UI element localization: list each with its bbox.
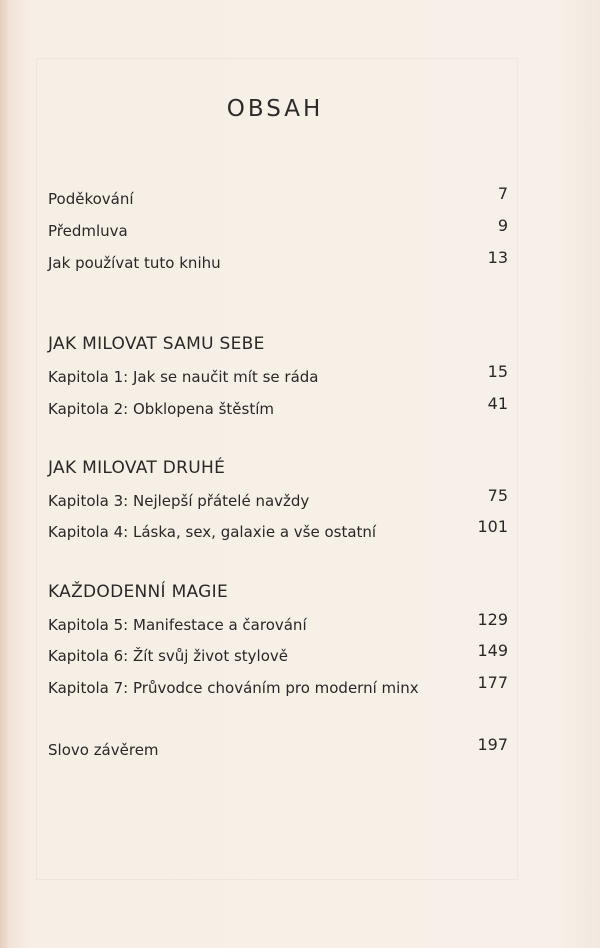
toc-entry-slovo-zaverem bbox=[48, 735, 508, 765]
entry-page-number: 7 bbox=[497, 184, 508, 203]
entry-page-number: 9 bbox=[497, 216, 508, 235]
entry-page-number: 41 bbox=[487, 394, 508, 413]
entry-page-number: 13 bbox=[487, 248, 508, 267]
toc-entry-kapitola-3 bbox=[48, 486, 508, 516]
section-heading-jak-milovat-samu-sebe: JAK MILOVAT SAMU SEBE bbox=[48, 334, 265, 354]
entry-label: Kapitola 2: Obklopena štěstím bbox=[48, 400, 274, 418]
section-heading-kazdodenni-magie: KAŽDODENNÍ MAGIE bbox=[48, 582, 229, 602]
entry-page-number: 197 bbox=[477, 735, 508, 754]
entry-label: Předmluva bbox=[48, 222, 128, 240]
toc-entry-jak-pouzivat bbox=[48, 248, 508, 278]
entry-label: Kapitola 6: Žít svůj život stylově bbox=[48, 647, 288, 665]
entry-label: Kapitola 3: Nejlepší přátelé navždy bbox=[48, 492, 310, 510]
entry-label: Kapitola 1: Jak se naučit mít se ráda bbox=[48, 368, 319, 386]
entry-label: Slovo závěrem bbox=[48, 741, 159, 759]
entry-page-number: 15 bbox=[487, 362, 508, 381]
toc-entry-predmluva bbox=[48, 216, 508, 246]
toc-entry-kapitola-2 bbox=[48, 394, 508, 424]
entry-page-number: 75 bbox=[487, 486, 508, 505]
toc-entry-kapitola-4 bbox=[48, 517, 508, 547]
toc-entry-kapitola-7 bbox=[48, 673, 508, 703]
entry-page-number: 177 bbox=[477, 673, 508, 692]
toc-entry-kapitola-6 bbox=[48, 641, 508, 671]
entry-label: Kapitola 4: Láska, sex, galaxie a vše ostatní bbox=[48, 523, 377, 541]
entry-label: Kapitola 5: Manifestace a čarování bbox=[48, 616, 307, 634]
entry-label: Jak používat tuto knihu bbox=[48, 254, 221, 272]
page-title: OBSAH bbox=[226, 96, 324, 122]
entry-page-number: 149 bbox=[477, 641, 508, 660]
toc-entry-kapitola-1 bbox=[48, 362, 508, 392]
entry-page-number: 101 bbox=[477, 517, 508, 536]
entry-label: Kapitola 7: Průvodce chováním pro moderní minx bbox=[48, 679, 419, 697]
toc-entry-kapitola-5 bbox=[48, 610, 508, 640]
section-heading-jak-milovat-druhe: JAK MILOVAT DRUHÉ bbox=[48, 458, 226, 478]
entry-label: Poděkování bbox=[48, 190, 134, 208]
toc-entry-podekovani bbox=[48, 184, 508, 214]
entry-page-number: 129 bbox=[477, 610, 508, 629]
